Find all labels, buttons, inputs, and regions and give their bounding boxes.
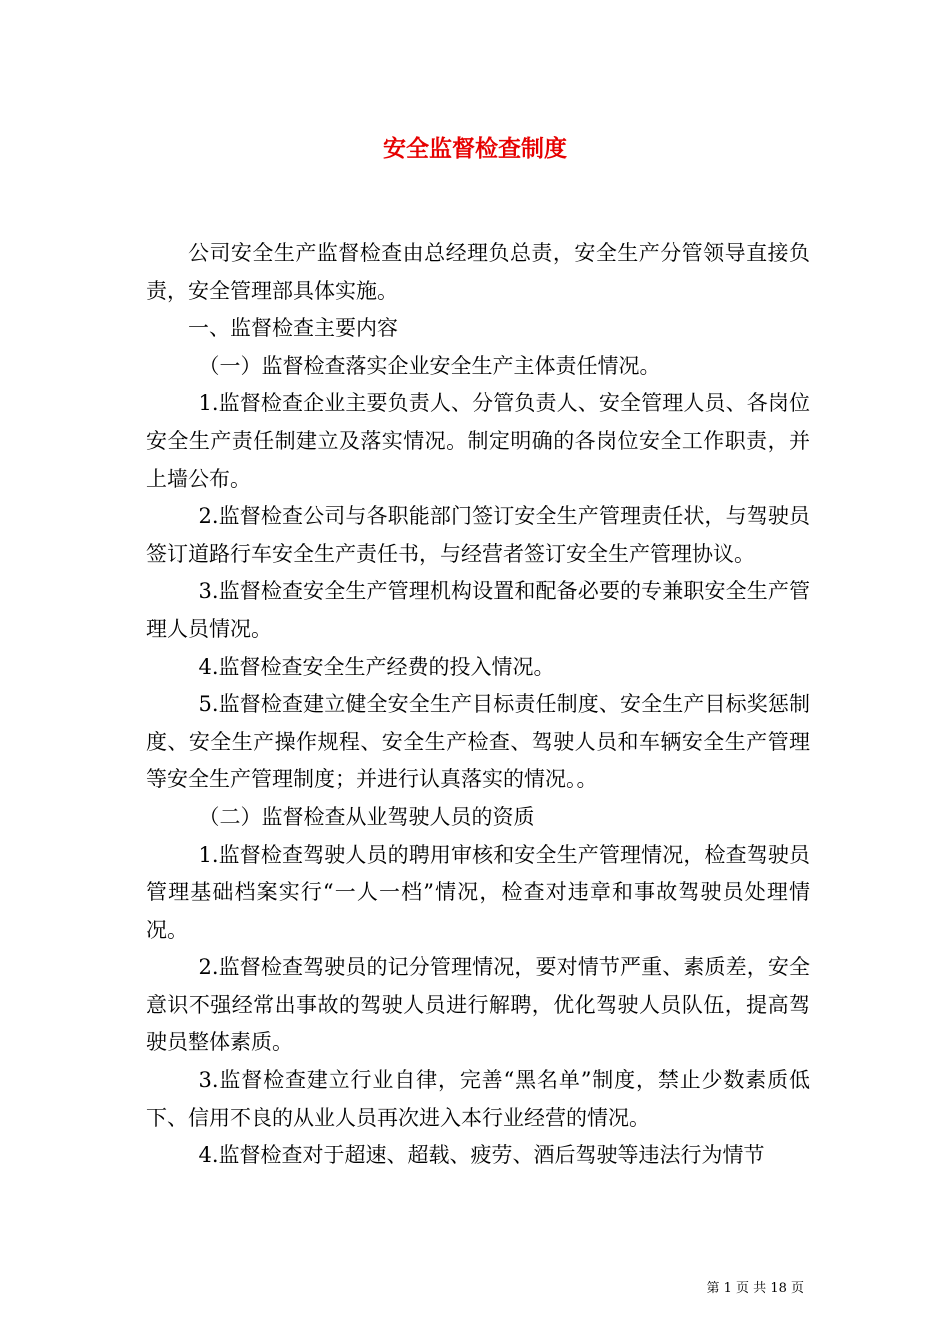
list-item: 3.监督检查建立行业自律，完善“黑名单”制度，禁止少数素质低下、信用不良的从业人员再次进入本行业经营的情况。 (146, 1068, 810, 1130)
section-heading-1: 一、监督检查主要内容 (188, 316, 398, 341)
document-body (146, 235, 810, 1175)
paragraph-intro: 公司安全生产监督检查由总经理负总责，安全生产分管领导直接负责，安全管理部具体实施。 (146, 241, 810, 303)
list-item: 2.监督检查公司与各职能部门签订安全生产管理责任状，与驾驶员签订道路行车安全生产责任书，与经营者签订安全生产管理协议。 (146, 504, 810, 566)
subsection-heading-2: （二）监督检查从业驾驶人员的资质 (198, 804, 535, 829)
list-item: 1.监督检查企业主要负责人、分管负责人、安全管理人员、各岗位安全生产责任制建立及落实情况。制定明确的各岗位安全工作职责，并上墙公布。 (146, 391, 810, 491)
list-item: 5.监督检查建立健全安全生产目标责任制度、安全生产目标奖惩制度、安全生产操作规程、安全生产检查、驾驶人员和车辆安全生产管理等安全生产管理制度；并进行认真落实的情况。。 (146, 692, 810, 792)
document-title: 安全监督检查制度 (383, 135, 567, 162)
list-item: 1.监督检查驾驶人员的聘用审核和安全生产管理情况，检查驾驶员管理基础档案实行“一人一档”情况，检查对违章和事故驾驶员处理情况。 (146, 842, 810, 942)
list-item: 4.监督检查对于超速、超载、疲劳、酒后驾驶等违法行为情节 (198, 1143, 765, 1168)
list-item: 2.监督检查驾驶员的记分管理情况，要对情节严重、素质差，安全意识不强经常出事故的驾驶人员进行解聘，优化驾驶人员队伍，提高驾驶员整体素质。 (146, 955, 810, 1055)
page-number: 第 1 页 共 18 页 (706, 1281, 804, 1296)
subsection-heading-1: （一）监督检查落实企业安全生产主体责任情况。 (198, 353, 661, 378)
list-item: 4.监督检查安全生产经费的投入情况。 (198, 654, 555, 679)
list-item: 3.监督检查安全生产管理机构设置和配备必要的专兼职安全生产管理人员情况。 (146, 579, 810, 641)
